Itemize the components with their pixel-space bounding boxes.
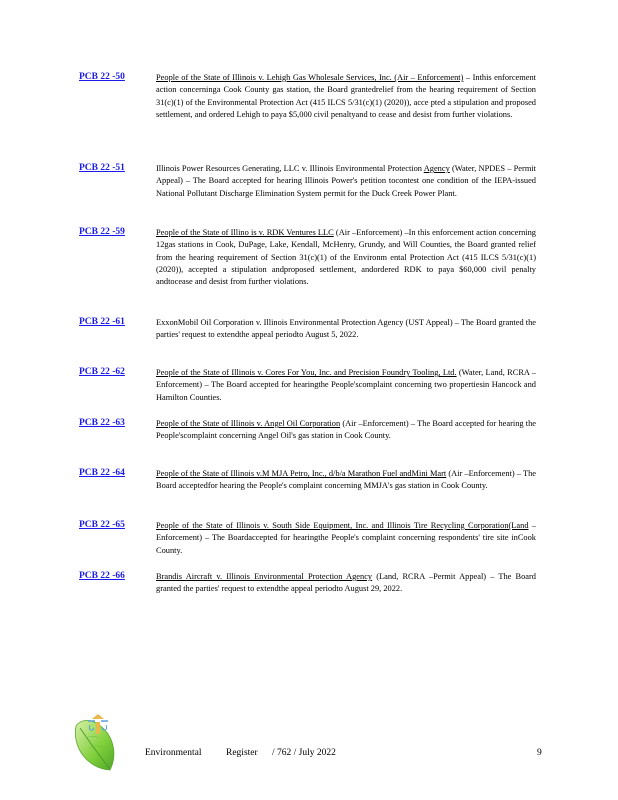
case-caption: Agency: [423, 164, 450, 173]
case-number-link[interactable]: PCB 22 -50: [79, 72, 125, 82]
case-summary: (Air –Enforcement) – The Board acceptedfor hearing the People's complaint concerning MMJA's gas station in Cook County.: [156, 469, 536, 491]
case-summary: (Air –Enforcement) –In this enforcement action concerning 12gas stations in Cook, DuPage, Lake, Kendall, McHenry, Grundy, and Will Counties, the Board granted relief from the hearing requirement of Section 31(c)(1) of the Environm ental Protection Act (415 ILCS 5/31(c)(1) (2020)), accepted a stipulation andproposed settlement, andordered RDK to paya $60,000 civil penalty andtocease and desist from further violations.: [156, 228, 536, 287]
page-number: 9: [537, 748, 542, 758]
case-description: [156, 367, 536, 404]
case-description: [156, 468, 536, 493]
page-footer: [0, 712, 618, 792]
case-number-link[interactable]: PCB 22 -64: [79, 468, 125, 478]
case-summary: (Water, Land, RCRA –Enforcement) – The Board accepted for hearingthe People'scomplaint concerning two propertiesin Hancock and Hamilton Counties.: [156, 368, 537, 402]
case-number-link[interactable]: PCB 22 -63: [79, 418, 125, 428]
case-caption-prefix: Illinois Power Resources Generating, LLC v. Illinois Environmental Protection: [156, 164, 424, 173]
case-caption: People of the State of Illino is v. RDK Ventures LLC: [156, 228, 334, 237]
footer-issue: / 762 / July 2022: [272, 748, 336, 758]
case-caption: People of the State of Illinois v.M MJA Petro, Inc., d/b/a Marathon Fuel andMini Mart: [156, 469, 447, 478]
case-summary: (Land, RCRA –Permit Appeal) – The Board granted the parties' request to extendthe appeal periodto August 29, 2022.: [156, 572, 536, 594]
case-summary: (Water, NPDES – Permit Appeal) – The Board accepted for hearing Illinois Power's petition tocontest one condition of the IEPA-issued National Pollutant Discharge Elimination System permit for the Duck Creek Power Plant.: [156, 164, 536, 198]
case-description: [156, 163, 536, 200]
case-description: [156, 571, 536, 596]
case-caption-prefix: ExxonMobil Oil Corporation v. Illinois Environmental Protection Agency (UST Appeal) – The Board granted the parties' request to extendthe appeal periodto August 5, 2022.: [156, 318, 536, 340]
case-description: [156, 317, 536, 342]
case-number-link[interactable]: PCB 22 -61: [79, 317, 125, 327]
case-description: [156, 520, 536, 557]
case-summary: (Air –Enforcement) – The Board accepted for hearing the People'scomplaint concerning Angel Oil's gas station in Cook County.: [156, 419, 536, 441]
footer-publication: Environmental: [145, 748, 202, 758]
case-number-link[interactable]: PCB 22 -51: [79, 163, 125, 173]
case-number-link[interactable]: PCB 22 -65: [79, 520, 125, 530]
case-caption: People of the State of Illinois v. Angel Oil Corporation: [156, 419, 341, 428]
case-caption: People of the State of Illinois v. Cores For You, Inc. and Precision Foundry Tooling, Ltd.: [156, 368, 457, 377]
case-description: [156, 227, 536, 288]
case-number-link[interactable]: PCB 22 -59: [79, 227, 125, 237]
case-summary: –Enforcement) – The Boardaccepted for hearingthe People's complaint concerning respondents' tire site inCook County.: [156, 521, 537, 555]
case-description: [156, 418, 536, 443]
case-summary: – Inthis enforcement action concerninga Cook County gas station, the Board grantedrelief from the hearing requirement of Section 31(c)(1) of the Environmental Protection Act (415 ILCS 5/31(c)(1) (2020)), acce pted a stipulation and proposed settlement, and ordered Lehigh to paya $5,000 civil penaltyand to cease and desist from further violations.: [156, 73, 537, 119]
case-number-link[interactable]: PCB 22 -66: [79, 571, 125, 581]
case-number-link[interactable]: PCB 22 -62: [79, 367, 125, 377]
case-description: [156, 72, 536, 121]
case-caption: People of the State of Illinois v. South Side Equipment, Inc. and Illinois Tire Recycling Corporation(Land: [156, 521, 529, 530]
leaf-logo-icon: [70, 712, 124, 772]
case-caption: Brandis Aircraft v. Illinois Environmental Protection Agency: [156, 572, 373, 581]
footer-register: Register: [226, 748, 258, 758]
case-caption: People of the State of Illinois v. Lehigh Gas Wholesale Services, Inc. (Air – Enforcement): [156, 73, 464, 82]
